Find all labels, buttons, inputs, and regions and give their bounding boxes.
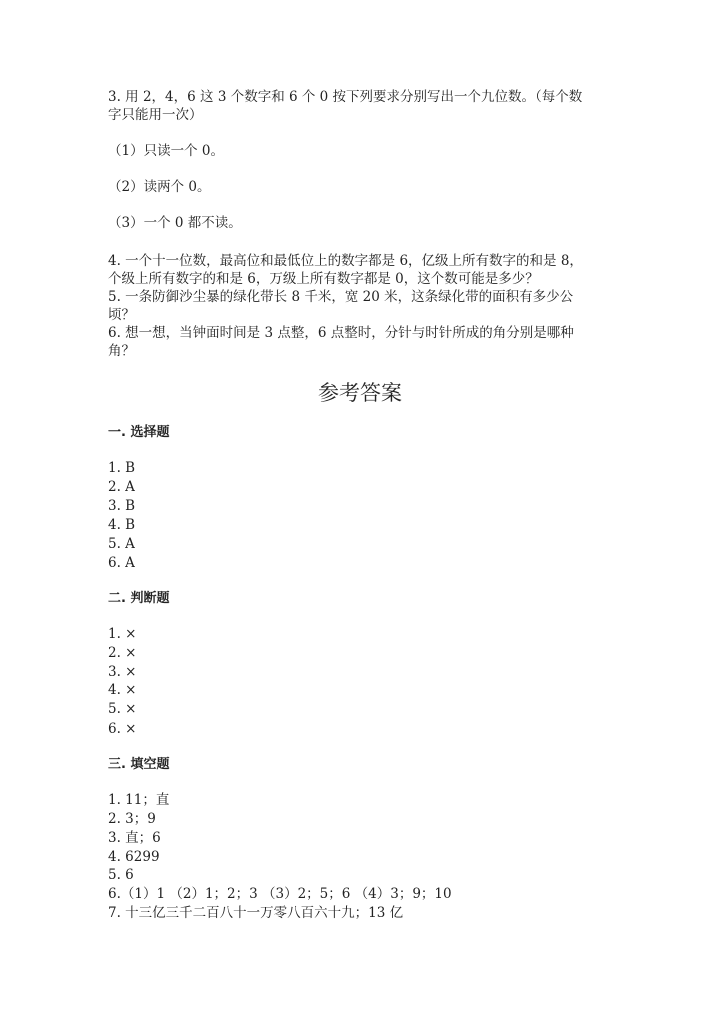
answer-item: 3. × [108,664,137,680]
answer-item: 2. A [108,479,135,495]
answers-title: 参考答案 [318,381,402,405]
answer-item: 4. 6299 [108,849,160,865]
answer-item: 6.（1）1 （2）1；2；3 （3）2；5；6 （4）3；9；10 [108,886,452,902]
answer-item: 7. 十三亿三千二百八十一万零八百六十九；13 亿 [108,905,404,921]
question-part: （1）只读一个 0。 [108,143,224,159]
answer-item: 6. A [108,555,135,571]
question-text: 字只能用一次） [108,107,203,123]
answer-item: 5. 6 [108,867,134,883]
answer-item: 5. × [108,701,137,717]
question-text: 3. 用 2，4，6 这 3 个数字和 6 个 0 按下列要求分别写出一个九位数。（每个数 [108,89,583,105]
answer-item: 6. × [108,721,137,737]
question-part: （3）一个 0 都不读。 [108,215,242,231]
question-text: 6. 想一想，当钟面时间是 3 点整，6 点整时，分针与时针所成的角分别是哪种 [108,325,574,341]
question-text: 5. 一条防御沙尘暴的绿化带长 8 千米，宽 20 米，这条绿化带的面积有多少公 [108,289,574,305]
answer-item: 1. 11；直 [108,792,170,808]
section-heading: 三. 填空题 [108,757,170,772]
answer-item: 1. × [108,626,137,642]
question-text: 4. 一个十一位数，最高位和最低位上的数字都是 6，亿级上所有数字的和是 8， [108,253,583,269]
answer-item: 2. × [108,645,137,661]
answer-item: 2. 3；9 [108,811,156,827]
answer-item: 4. B [108,517,136,533]
answer-item: 5. A [108,536,135,552]
section-heading: 二. 判断题 [108,591,170,606]
answer-item: 3. 直；6 [108,830,161,846]
section-heading: 一. 选择题 [108,425,170,440]
question-text: 角？ [108,343,135,359]
answer-item: 3. B [108,498,136,514]
answer-item: 4. × [108,682,137,698]
answer-item: 1. B [108,460,136,476]
question-text: 个级上所有数字的和是 6，万级上所有数字都是 0，这个数可能是多少？ [108,271,539,287]
question-part: （2）读两个 0。 [108,179,211,195]
question-text: 顷？ [108,307,135,323]
